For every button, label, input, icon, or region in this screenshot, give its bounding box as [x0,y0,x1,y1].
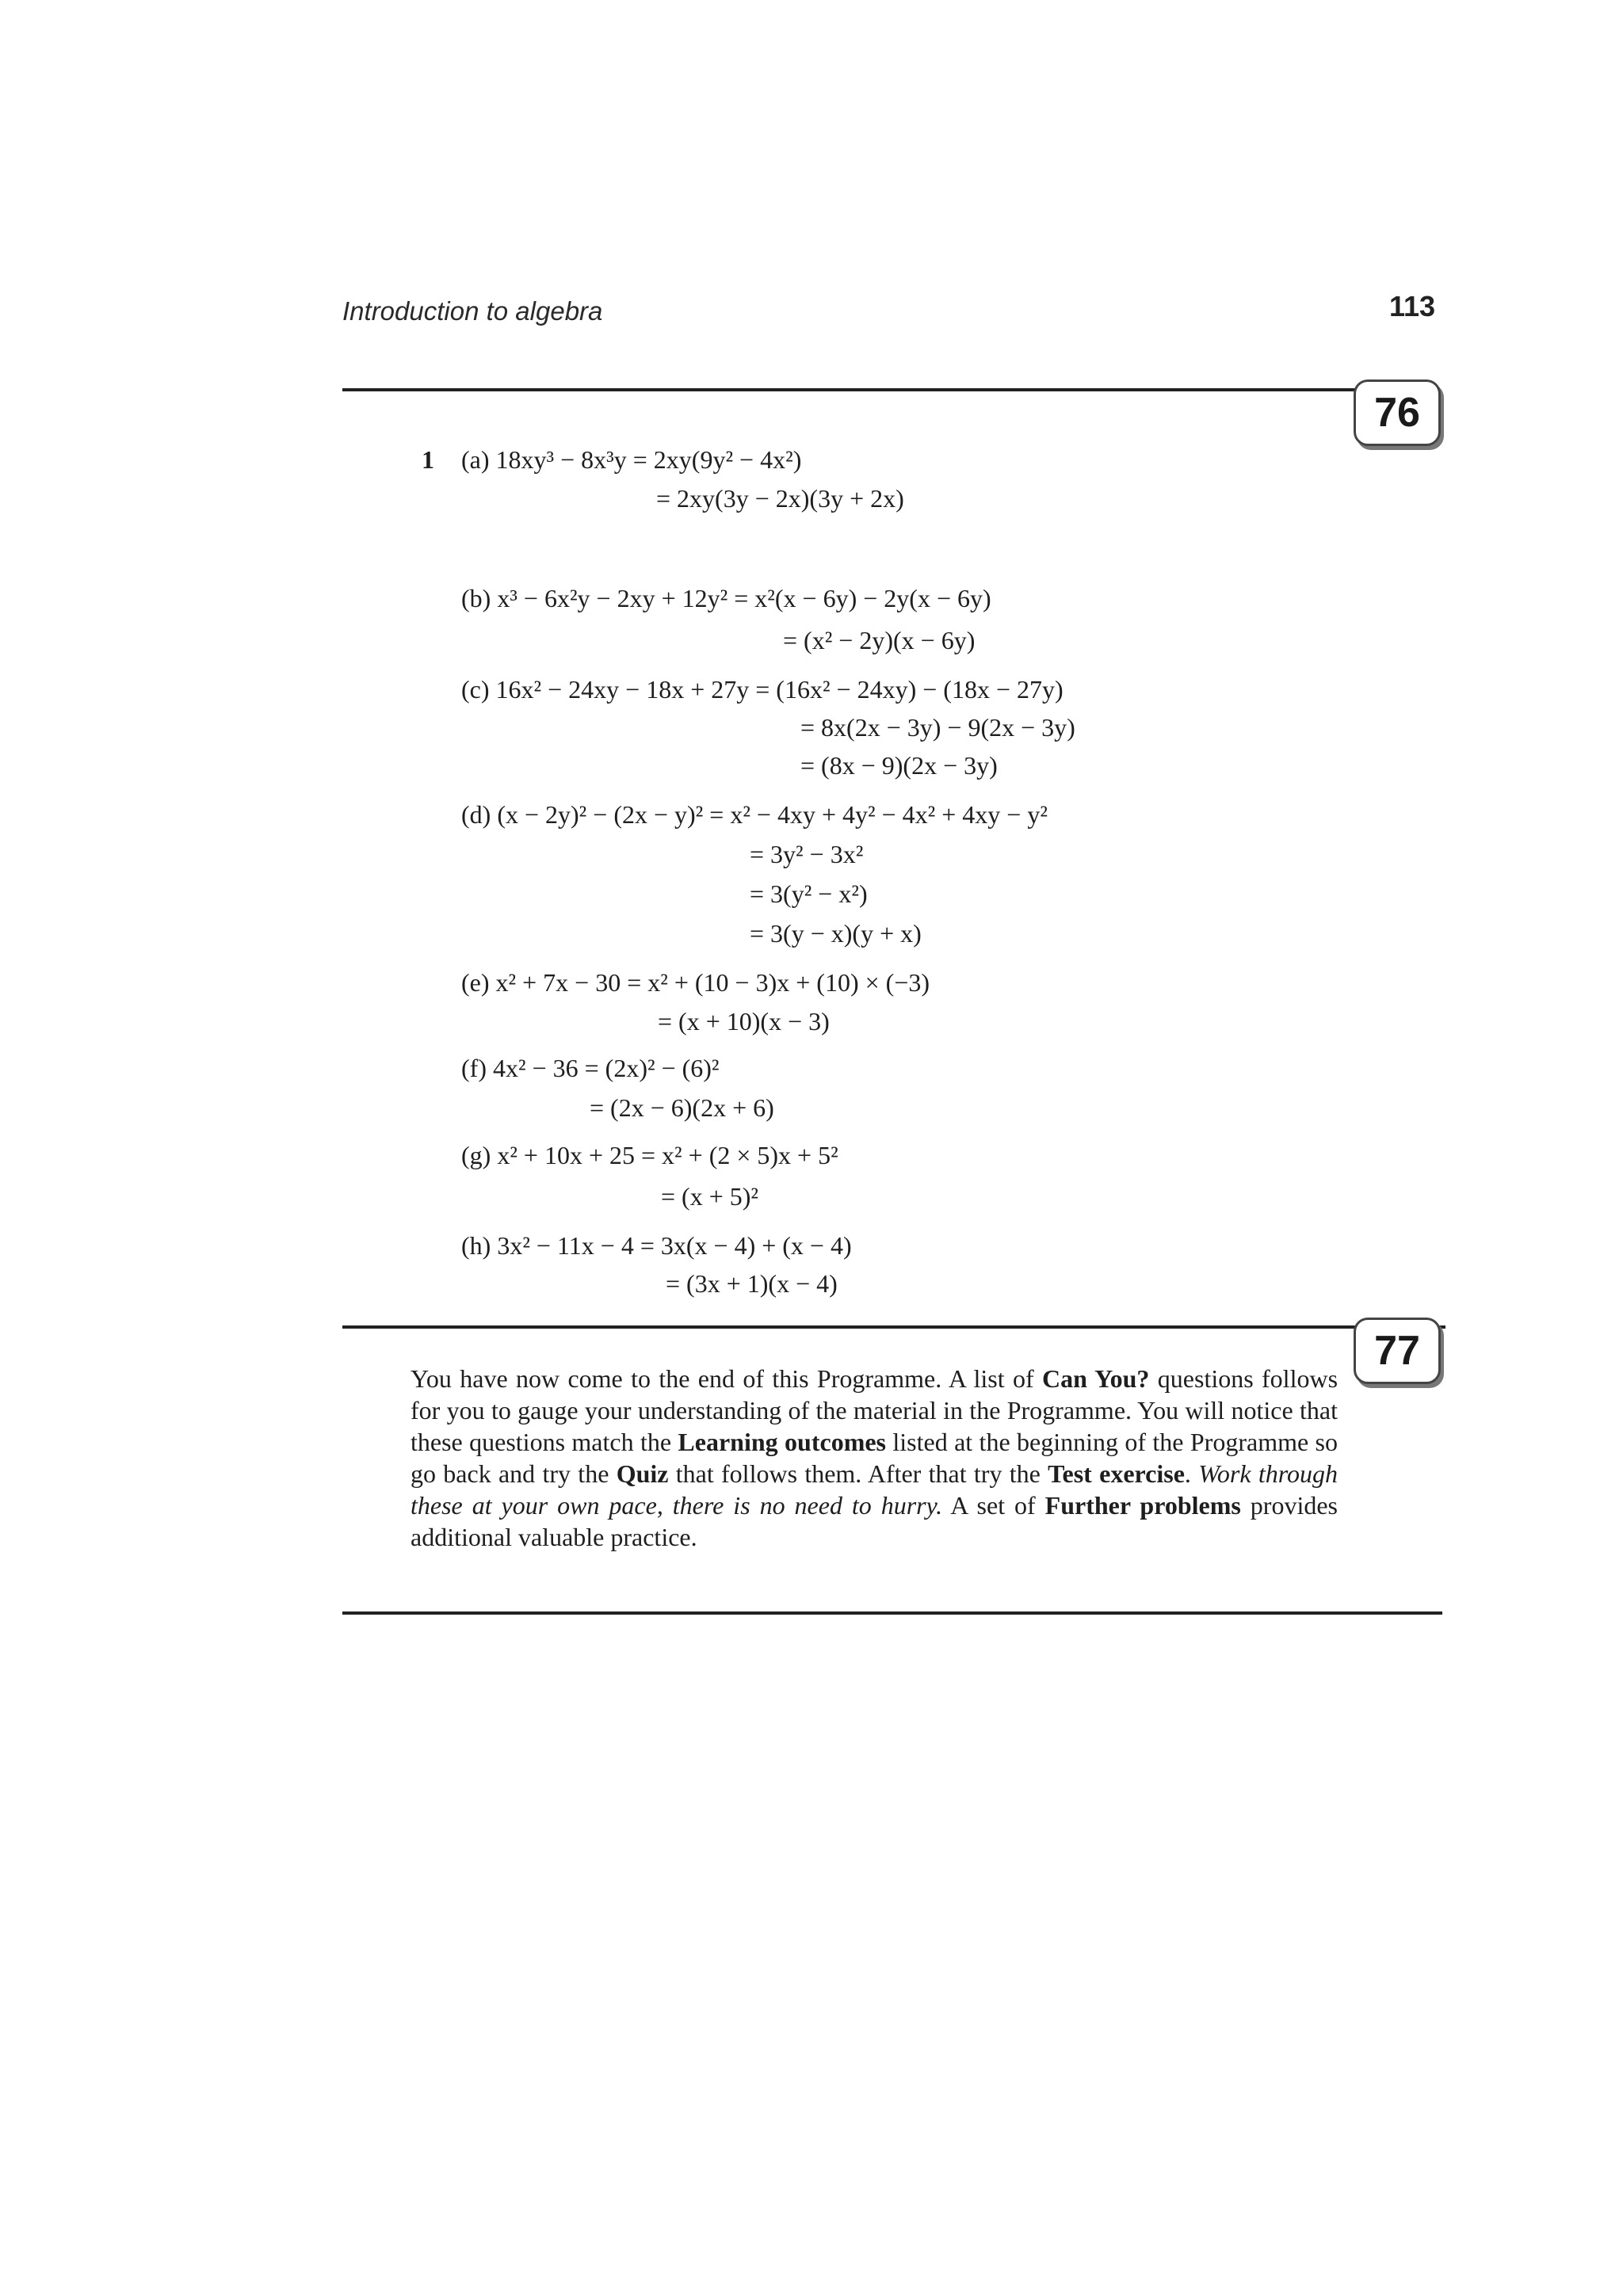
closing-text-2: questions follows for you to gauge your understanding of the material in the Programme. You will notice that these questions match the [411,1364,1338,1456]
solution-h-line-2: = (3x + 1)(x − 4) [666,1269,838,1298]
closing-paragraph [411,1363,1338,1553]
solution-a-line-2: = 2xy(3y − 2x)(3y + 2x) [656,484,904,513]
frame-number-77: 77 [1354,1318,1441,1384]
solution-g-line-1: (g) x² + 10x + 25 = x² + (2 × 5)x + 5² [461,1141,838,1169]
page-number: 113 [1389,290,1436,322]
solution-d-line-3: = 3(y² − x²) [750,879,868,908]
solution-d-line-2: = 3y² − 3x² [750,840,864,868]
frame-number-76: 76 [1354,379,1441,446]
solution-c-line-1: (c) 16x² − 24xy − 18x + 27y = (16x² − 24xy) − (18x − 27y) [461,675,1064,704]
solution-a-line-1: (a) 18xy³ − 8x³y = 2xy(9y² − 4x²) [461,445,802,474]
middle-rule [342,1325,1445,1329]
question-number: 1 [422,445,434,474]
closing-text-5: . [1184,1459,1199,1488]
can-you-term: Can You? [1042,1364,1150,1393]
solution-b-line-2: = (x² − 2y)(x − 6y) [783,626,976,654]
quiz-term: Quiz [616,1459,669,1488]
closing-text-4: that follows them. After that try the [668,1459,1048,1488]
solution-f-line-2: = (2x − 6)(2x + 6) [590,1093,774,1122]
learning-outcomes-term: Learning outcomes [678,1428,886,1456]
closing-text-7: provides additional valuable practice. [411,1491,1338,1551]
solution-g-line-2: = (x + 5)² [661,1182,758,1211]
solution-f-line-1: (f) 4x² − 36 = (2x)² − (6)² [461,1054,720,1082]
solution-d-line-4: = 3(y − x)(y + x) [750,919,922,948]
solution-b-line-1: (b) x³ − 6x²y − 2xy + 12y² = x²(x − 6y) − 2y(x − 6y) [461,584,991,612]
further-problems-term: Further problems [1044,1491,1241,1520]
test-exercise-term: Test exercise [1048,1459,1185,1488]
closing-text-1: You have now come to the end of this Programme. A list of [411,1364,1042,1393]
pace-note: Work through these at your own pace, there is no need to hurry. [411,1459,1338,1520]
solution-c-line-3: = (8x − 9)(2x − 3y) [800,751,998,780]
top-rule [342,388,1411,391]
bottom-rule [342,1611,1442,1615]
closing-text-3: listed at the beginning of the Programme so go back and try the [411,1428,1338,1488]
solution-d-line-1: (d) (x − 2y)² − (2x − y)² = x² − 4xy + 4y² − 4x² + 4xy − y² [461,800,1048,829]
solution-e-line-1: (e) x² + 7x − 30 = x² + (10 − 3)x + (10) × (−3) [461,968,930,997]
closing-text-6: A set of [942,1491,1045,1520]
page-header-title: Introduction to algebra [342,296,603,326]
solution-c-line-2: = 8x(2x − 3y) − 9(2x − 3y) [800,713,1075,742]
solution-e-line-2: = (x + 10)(x − 3) [658,1007,830,1035]
solution-h-line-1: (h) 3x² − 11x − 4 = 3x(x − 4) + (x − 4) [461,1231,852,1260]
